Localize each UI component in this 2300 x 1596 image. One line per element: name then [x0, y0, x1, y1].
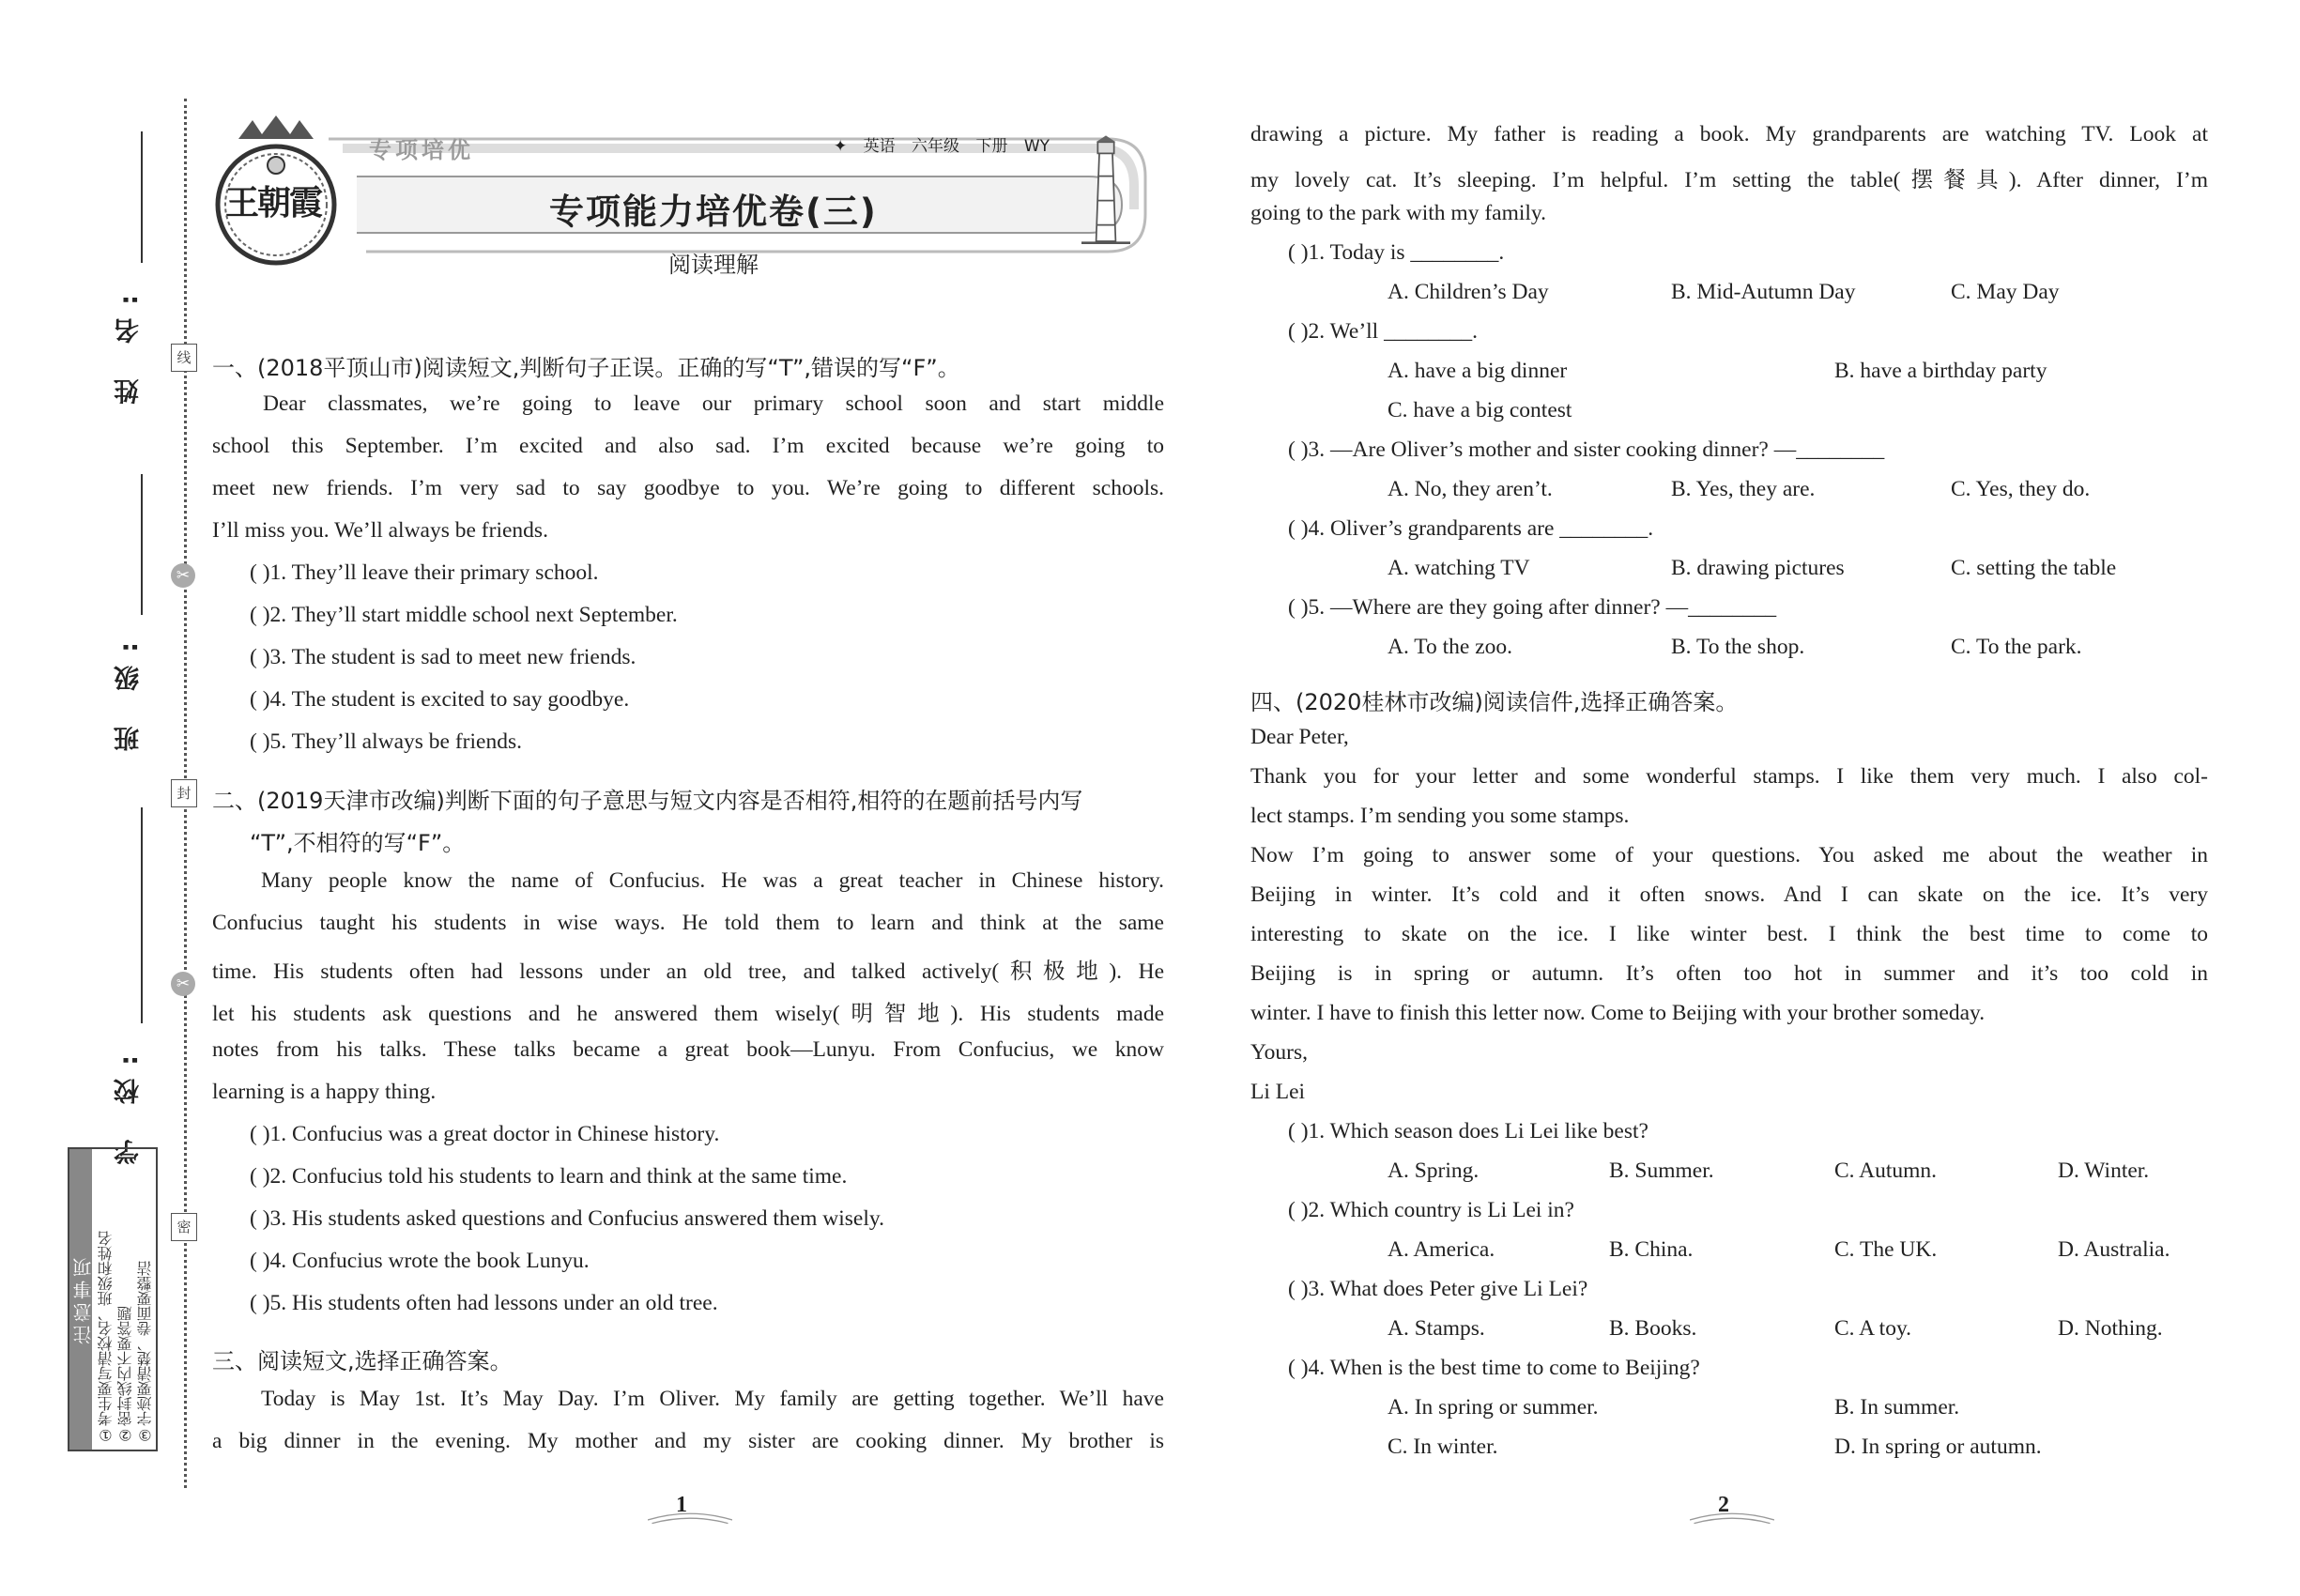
letter-line: Thank you for your letter and some wonderful stamps. I like them very much. I also col-: [1250, 764, 2208, 789]
section-2-heading: 二、(2019天津市改编)判断下面的句子意思与短文内容是否相符,相符的在题前括号内写: [212, 788, 1083, 814]
letter-line: Beijing is in spring or autumn. It’s often too hot in summer and it’s too cold in: [1250, 961, 2208, 986]
section-4-heading: 四、(2020桂林市改编)阅读信件,选择正确答案。: [1250, 689, 1739, 715]
name-line: [141, 131, 143, 263]
passage-line: drawing a picture. My father is reading a book. My grandparents are watching TV. Look at: [1250, 122, 2208, 146]
passage-line: let his students ask questions and he answered them wisely(明智地). His students made: [212, 1002, 1164, 1026]
passage-line: a big dinner in the evening. My mother and my sister are cooking dinner. My brother is: [212, 1429, 1164, 1453]
s2-question[interactable]: ( )5. His students often had lessons under an old tree.: [250, 1291, 718, 1315]
passage-line: Many people know the name of Confucius. He was a great teacher in Chinese history.: [261, 868, 1164, 893]
passage-line: school this September. I’m excited and also sad. I’m excited because we’re going to: [212, 434, 1164, 458]
passage-line: Dear classmates, we’re going to leave our primary school soon and start middle: [263, 391, 1164, 416]
notes-title: 注意事项: [69, 1149, 92, 1450]
s1-question[interactable]: ( )5. They’ll always be friends.: [250, 729, 522, 754]
option[interactable]: A. Stamps.: [1388, 1316, 1485, 1341]
letter-line: Now I’m going to answer some of your questions. You asked me about the weather in: [1250, 843, 2208, 867]
option[interactable]: C. Yes, they do.: [1951, 477, 2091, 501]
s2-question[interactable]: ( )1. Confucius was a great doctor in Chinese history.: [250, 1122, 720, 1146]
passage-line: my lovely cat. It’s sleeping. I’m helpful. I’m setting the table(摆餐具). After dinner, I’m: [1250, 168, 2208, 192]
option[interactable]: C. May Day: [1951, 280, 2060, 304]
letter-line: lect stamps. I’m sending you some stamps.: [1250, 804, 1630, 828]
series-label: 专项培优: [369, 137, 474, 163]
option[interactable]: B. Mid-Autumn Day: [1671, 280, 1856, 304]
option[interactable]: B. Summer.: [1609, 1159, 1714, 1183]
class-label: 班 级:: [115, 629, 144, 752]
note-item: ③字迹要清楚、卷面要整洁: [136, 1261, 154, 1444]
option[interactable]: A. Children’s Day: [1388, 280, 1549, 304]
s3-question[interactable]: ( )4. Oliver’s grandparents are ________.: [1288, 516, 1654, 541]
passage-line: going to the park with my family.: [1250, 201, 1547, 225]
section-1-heading: 一、(2018平顶山市)阅读短文,判断句子正误。正确的写“T”,错误的写“F”。: [212, 355, 960, 381]
option[interactable]: C. In winter.: [1388, 1435, 1498, 1459]
s3-question[interactable]: ( )5. —Where are they going after dinner? —________: [1288, 595, 1777, 620]
s2-question[interactable]: ( )2. Confucius told his students to learn and think at the same time.: [250, 1164, 848, 1189]
notes-list: [96, 1155, 155, 1444]
option[interactable]: C. To the park.: [1951, 635, 2082, 659]
note-item: ①考生要写清校名、班级和姓名: [97, 1231, 115, 1444]
page-number-right: 2: [1718, 1493, 1729, 1517]
name-label: 姓 名:: [115, 282, 144, 405]
page-number-left: 1: [676, 1493, 687, 1517]
s2-question[interactable]: ( )4. Confucius wrote the book Lunyu.: [250, 1249, 590, 1273]
passage-line: Today is May 1st. It’s May Day. I’m Oliver. My family are getting together. We’ll have: [261, 1387, 1164, 1411]
option[interactable]: B. Yes, they are.: [1671, 477, 1816, 501]
brand-name: 王朝霞: [225, 183, 322, 223]
s1-question[interactable]: ( )4. The student is excited to say goodbye.: [250, 687, 630, 712]
option[interactable]: D. Nothing.: [2058, 1316, 2163, 1341]
option[interactable]: C. setting the table: [1951, 556, 2117, 580]
school-label: 学 校:: [115, 1042, 144, 1165]
passage-line: notes from his talks. These talks became a great book—Lunyu. From Confucius, we know: [212, 1037, 1164, 1062]
s4-question[interactable]: ( )3. What does Peter give Li Lei?: [1288, 1277, 1588, 1301]
option[interactable]: B. have a birthday party: [1834, 359, 2047, 383]
option[interactable]: A. Spring.: [1388, 1159, 1480, 1183]
scissors-icon: ✂: [171, 563, 195, 588]
option[interactable]: A. America.: [1388, 1237, 1495, 1262]
school-line: [141, 807, 143, 1023]
letter-line: interesting to skate on the ice. I like winter best. I think the best time to come to: [1250, 922, 2208, 946]
passage-line: Confucius taught his students in wise ways. He told them to learn and think at the same: [212, 911, 1164, 935]
option[interactable]: D. Australia.: [2058, 1237, 2170, 1262]
class-line: [141, 474, 143, 615]
option[interactable]: C. The UK.: [1834, 1237, 1938, 1262]
page-subtitle: 阅读理解: [668, 252, 759, 278]
notes-box: [68, 1147, 158, 1451]
option[interactable]: A. have a big dinner: [1388, 359, 1568, 383]
letter-salutation: Dear Peter,: [1250, 725, 1349, 749]
page-ornament: [1690, 1512, 1774, 1528]
s4-question[interactable]: ( )4. When is the best time to come to Beijing?: [1288, 1356, 1700, 1380]
seal-mark-top: 线: [171, 344, 197, 372]
option[interactable]: D. Winter.: [2058, 1159, 2150, 1183]
option[interactable]: C. A toy.: [1834, 1316, 1912, 1341]
option[interactable]: A. watching TV: [1388, 556, 1530, 580]
option[interactable]: B. To the shop.: [1671, 635, 1805, 659]
letter-line: winter. I have to finish this letter now. Come to Beijing with your brother someday.: [1250, 1001, 1986, 1025]
s2-question[interactable]: ( )3. His students asked questions and Confucius answered them wisely.: [250, 1206, 884, 1231]
page-ornament: [648, 1512, 732, 1528]
option[interactable]: A. In spring or summer.: [1388, 1395, 1599, 1420]
note-item: ②密封线内不要答题: [116, 1306, 134, 1444]
lighthouse-icon: [1081, 127, 1130, 258]
s3-question[interactable]: ( )2. We’ll ________.: [1288, 319, 1478, 344]
star-icon: ✦: [834, 137, 864, 156]
option[interactable]: A. No, they aren’t.: [1388, 477, 1553, 501]
letter-closing: Yours,: [1250, 1040, 1308, 1065]
page-title: 专项能力培优卷(三): [549, 192, 878, 232]
option[interactable]: B. Books.: [1609, 1316, 1697, 1341]
option[interactable]: B. drawing pictures: [1671, 556, 1845, 580]
seal-mark-bottom: 密: [171, 1213, 197, 1241]
option[interactable]: B. In summer.: [1834, 1395, 1960, 1420]
s1-question[interactable]: ( )1. They’ll leave their primary school.: [250, 560, 599, 585]
s3-question[interactable]: ( )1. Today is ________.: [1288, 240, 1505, 265]
book-meta-text: 英语 六年级 下册 WY: [863, 137, 1050, 156]
seal-mark-mid: 封: [171, 779, 197, 807]
passage-line: meet new friends. I’m very sad to say goodbye to you. We’re going to different schools.: [212, 476, 1164, 500]
section-3-heading: 三、阅读短文,选择正确答案。: [212, 1348, 513, 1374]
option[interactable]: C. have a big contest: [1388, 398, 1572, 422]
option[interactable]: A. To the zoo.: [1388, 635, 1513, 659]
section-2-heading-cont: “T”,不相符的写“F”。: [250, 830, 466, 856]
s4-question[interactable]: ( )2. Which country is Li Lei in?: [1288, 1198, 1574, 1222]
passage-line: I’ll miss you. We’ll always be friends.: [212, 518, 548, 543]
book-meta: [834, 132, 1050, 156]
s1-question[interactable]: ( )2. They’ll start middle school next September.: [250, 603, 678, 627]
passage-line: learning is a happy thing.: [212, 1080, 437, 1104]
s3-question[interactable]: ( )3. —Are Oliver’s mother and sister cooking dinner? —________: [1288, 437, 1885, 462]
passage-line: time. His students often had lessons under an old tree, and talked actively(积极地). He: [212, 959, 1164, 984]
letter-signature: Li Lei: [1250, 1080, 1306, 1104]
s1-question[interactable]: ( )3. The student is sad to meet new friends.: [250, 645, 636, 669]
s4-question[interactable]: ( )1. Which season does Li Lei like best?: [1288, 1119, 1648, 1143]
option[interactable]: D. In spring or autumn.: [1834, 1435, 2042, 1459]
option[interactable]: C. Autumn.: [1834, 1159, 1938, 1183]
scissors-icon: ✂: [171, 972, 195, 996]
option[interactable]: B. China.: [1609, 1237, 1694, 1262]
letter-line: Beijing in winter. It’s cold and it often snows. And I can skate on the ice. It’s very: [1250, 882, 2208, 907]
